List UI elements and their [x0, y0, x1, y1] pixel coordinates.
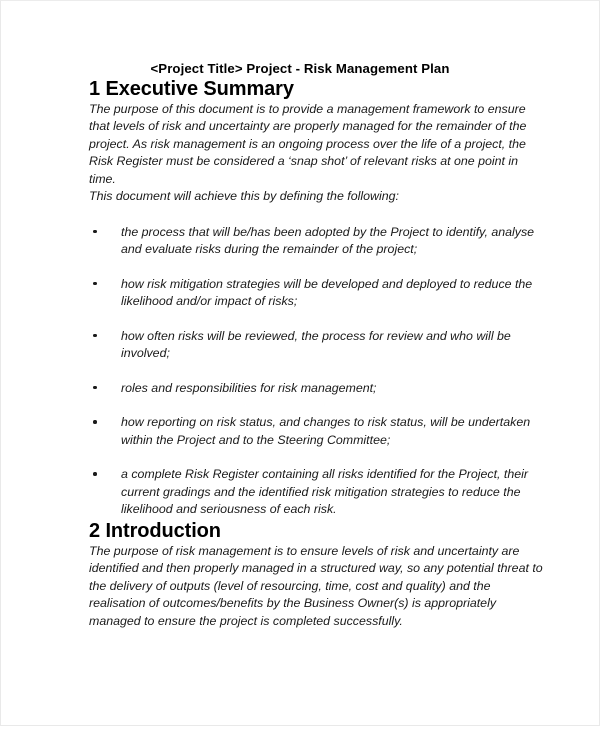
list-item: [89, 380, 544, 398]
introduction-paragraph-1: The purpose of risk management is to ensure levels of risk and uncertainty are identified and then properly managed in a structured way, so any potential threat to the delivery of outputs (level of resourcing, time, cost and quality) and the realisation of outcomes/benefits by the Business Owner(s) is appropriately managed to ensure the project is completed successfully.: [89, 543, 543, 628]
list-item: [89, 276, 544, 311]
document-title: <Project Title> Project - Risk Management Plan: [150, 61, 450, 76]
bullet-dot-icon: [93, 420, 97, 424]
list-item: [89, 224, 544, 259]
document-body: [1, 77, 599, 631]
list-item-text: how risk mitigation strategies will be developed and deployed to reduce the likelihood and/or impact of risks;: [121, 276, 533, 309]
list-item-text: how reporting on risk status, and changes to risk status, will be undertaken within the Project and to the Steering Committee;: [121, 415, 531, 447]
list-item-text: the process that will be/has been adopted by the Project to identify, analyse and evaluate risks during the remainder of the project;: [121, 224, 535, 257]
list-item: [89, 328, 544, 363]
bullet-dot-icon: [93, 282, 97, 286]
bullet-dot-icon: [93, 334, 97, 338]
list-item-text: how often risks will be reviewed, the process for review and who will be involved;: [121, 328, 511, 361]
section-heading-executive-summary: 1 Executive Summary: [89, 77, 294, 100]
bullet-dot-icon: [93, 386, 97, 390]
bullet-dot-icon: [93, 230, 97, 234]
executive-summary-bullet-list: [89, 224, 544, 519]
list-item: [89, 414, 544, 449]
list-item: [89, 466, 544, 519]
executive-summary-paragraph-1: The purpose of this document is to provide a management framework to ensure that levels of risk and uncertainty are properly managed for the remainder of the project. As risk management is an ongoing process over the life of a project, the Risk Register must be considered a ‘snap shot’ of relevant risks at one point in time.: [89, 101, 527, 186]
list-item-text: roles and responsibilities for risk management;: [121, 380, 377, 395]
bullet-dot-icon: [93, 472, 97, 476]
list-item-text: a complete Risk Register containing all risks identified for the Project, their current gradings and the identified risk mitigation strategies to reduce the likelihood and seriousness of each risk.: [121, 467, 529, 517]
section-heading-introduction: 2 Introduction: [89, 519, 221, 542]
executive-summary-paragraph-2: This document will achieve this by defining the following:: [89, 189, 399, 204]
